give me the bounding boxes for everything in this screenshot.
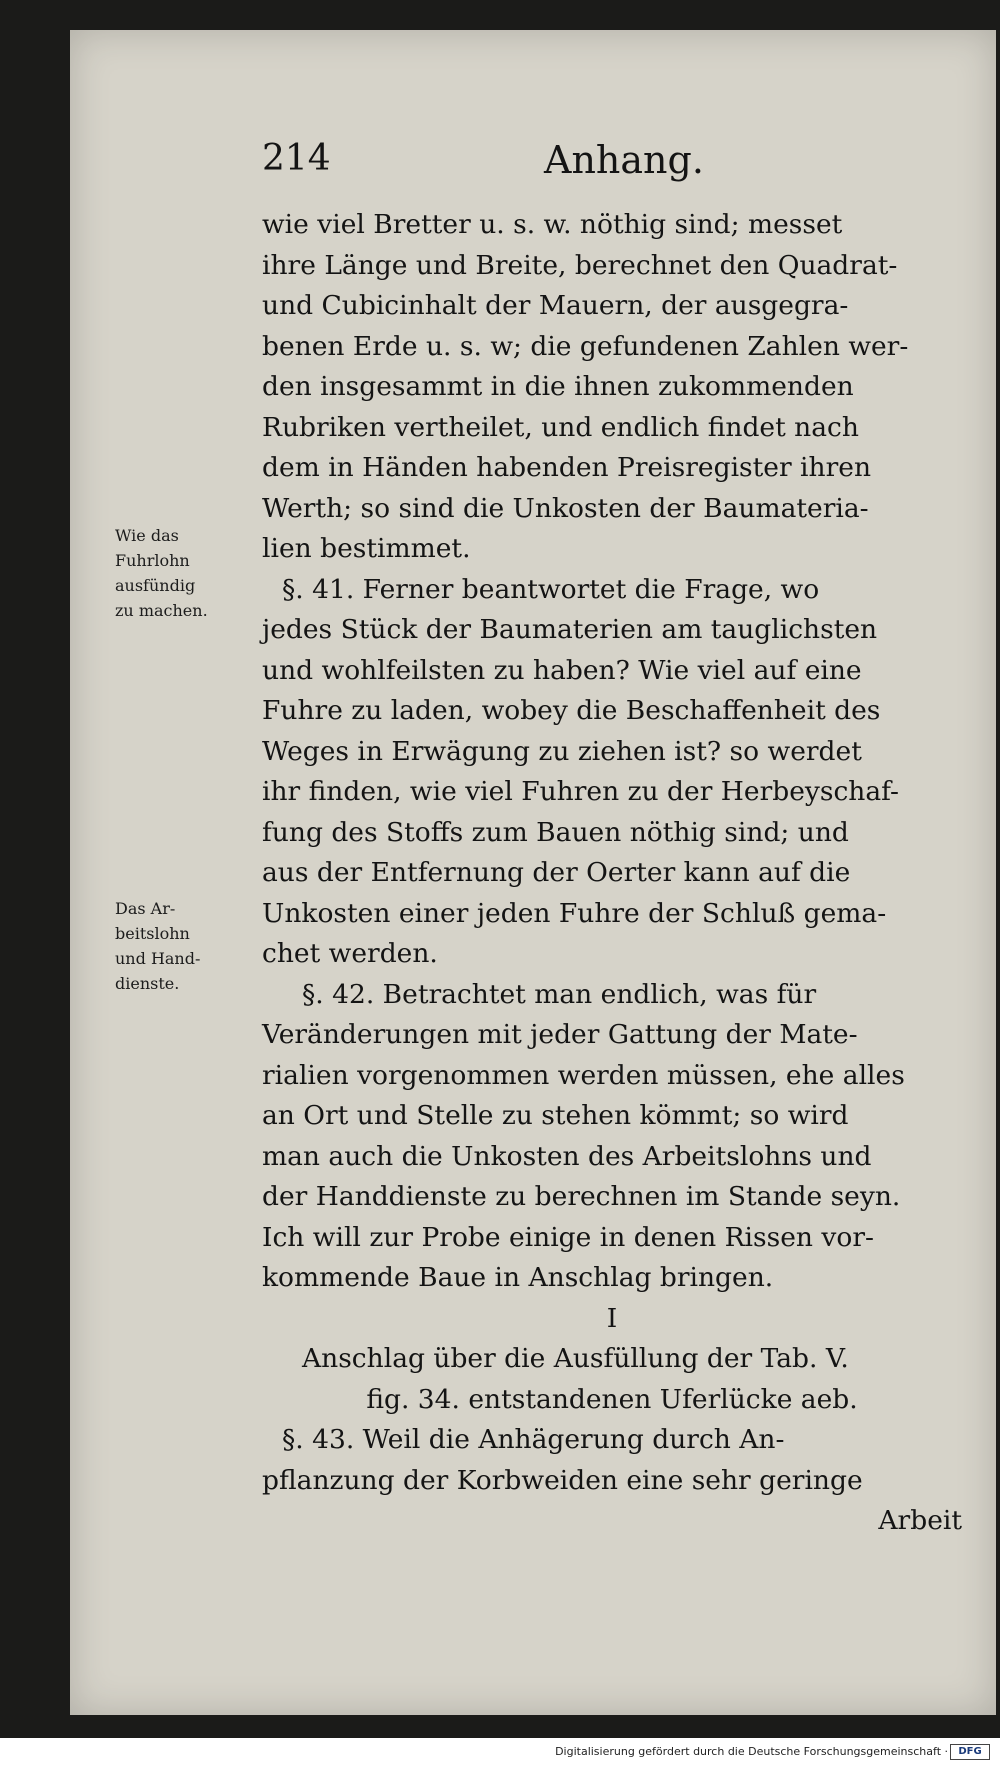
margin-note-line: und Hand- <box>115 949 201 968</box>
body-line: benen Erde u. s. w; die gefundenen Zahlen wer- <box>262 330 909 362</box>
body-line: dem in Händen habenden Preisregister ihren <box>262 452 872 483</box>
body-line: ihre Länge und Breite, berechnet den Quadrat- <box>262 249 898 281</box>
body-line: man auch die Unkosten des Arbeitslohns und <box>262 1140 872 1172</box>
body-line: jedes Stück der Baumaterien am tauglichsten <box>262 614 878 645</box>
margin-note-line: Fuhrlohn <box>115 551 190 570</box>
body-line: kommende Baue in Anschlag bringen. <box>262 1262 774 1293</box>
section-numeral: I <box>606 1302 618 1334</box>
body-line: pflanzung der Korbweiden eine sehr geringe <box>262 1464 863 1496</box>
body-line: Ich will zur Probe einige in denen Rissen vor- <box>262 1221 874 1253</box>
body-line: aus der Entfernung der Oerter kann auf die <box>262 857 851 888</box>
page-header <box>262 138 962 182</box>
catchword: Arbeit <box>878 1505 962 1536</box>
body-line: fung des Stoffs zum Bauen nöthig sind; und <box>262 816 849 848</box>
body-line: Rubriken vertheilet, und endlich findet nach <box>262 411 859 443</box>
margin-note-line: dienste. <box>115 974 180 993</box>
body-line: Unkosten einer jeden Fuhre der Schluß gema- <box>262 897 887 929</box>
body-line: Werth; so sind die Unkosten der Baumateria- <box>262 492 869 524</box>
paragraph-42-start: §. 42. Betrachtet man endlich, was für <box>302 978 817 1010</box>
body-line: an Ort und Stelle zu stehen kömmt; so wird <box>262 1100 849 1131</box>
section-title-line: fig. 34. entstandenen Uferlücke aeb. <box>366 1383 858 1415</box>
margin-note-line: Wie das <box>115 526 179 545</box>
body-line: ihr finden, wie viel Fuhren zu der Herbeyschaf- <box>262 776 899 807</box>
body-line: chet werden. <box>262 938 438 969</box>
body-line: den insgesammt in die ihnen zukommenden <box>262 371 854 402</box>
body-text <box>262 205 962 1542</box>
dfg-logo: DFG <box>950 1744 990 1760</box>
section-title-line: Anschlag über die Ausfüllung der Tab. V. <box>302 1343 849 1374</box>
page-number: 214 <box>262 138 331 179</box>
digitization-credit: Digitalisierung gefördert durch die Deutsche Forschungsgemeinschaft · <box>555 1745 948 1758</box>
body-line: der Handdienste zu berechnen im Stande seyn. <box>262 1181 901 1212</box>
running-head: Anhang. <box>544 138 704 182</box>
body-line: und Cubicinhalt der Mauern, der ausgegra- <box>262 290 849 321</box>
margin-note-line: ausfündig <box>115 576 196 595</box>
margin-note-fuhrlohn <box>115 523 260 623</box>
body-line: und wohlfeilsten zu haben? Wie viel auf eine <box>262 654 862 686</box>
margin-note-line: beitslohn <box>115 924 190 943</box>
body-line: Veränderungen mit jeder Gattung der Mate- <box>262 1019 858 1050</box>
margin-note-arbeitslohn <box>115 896 260 996</box>
margin-note-line: zu machen. <box>115 601 208 620</box>
body-line: Weges in Erwägung zu ziehen ist? so werdet <box>262 735 862 767</box>
body-line: Fuhre zu laden, wobey die Beschaffenheit des <box>262 695 881 726</box>
margin-note-line: Das Ar- <box>115 899 176 918</box>
body-line: lien bestimmet. <box>262 533 471 564</box>
body-line: rialien vorgenommen werden müssen, ehe alles <box>262 1059 905 1091</box>
paragraph-43-start: §. 43. Weil die Anhägerung durch An- <box>282 1424 785 1455</box>
paragraph-41-start: §. 41. Ferner beantwortet die Frage, wo <box>282 573 820 605</box>
body-line: wie viel Bretter u. s. w. nöthig sind; messet <box>262 209 843 240</box>
